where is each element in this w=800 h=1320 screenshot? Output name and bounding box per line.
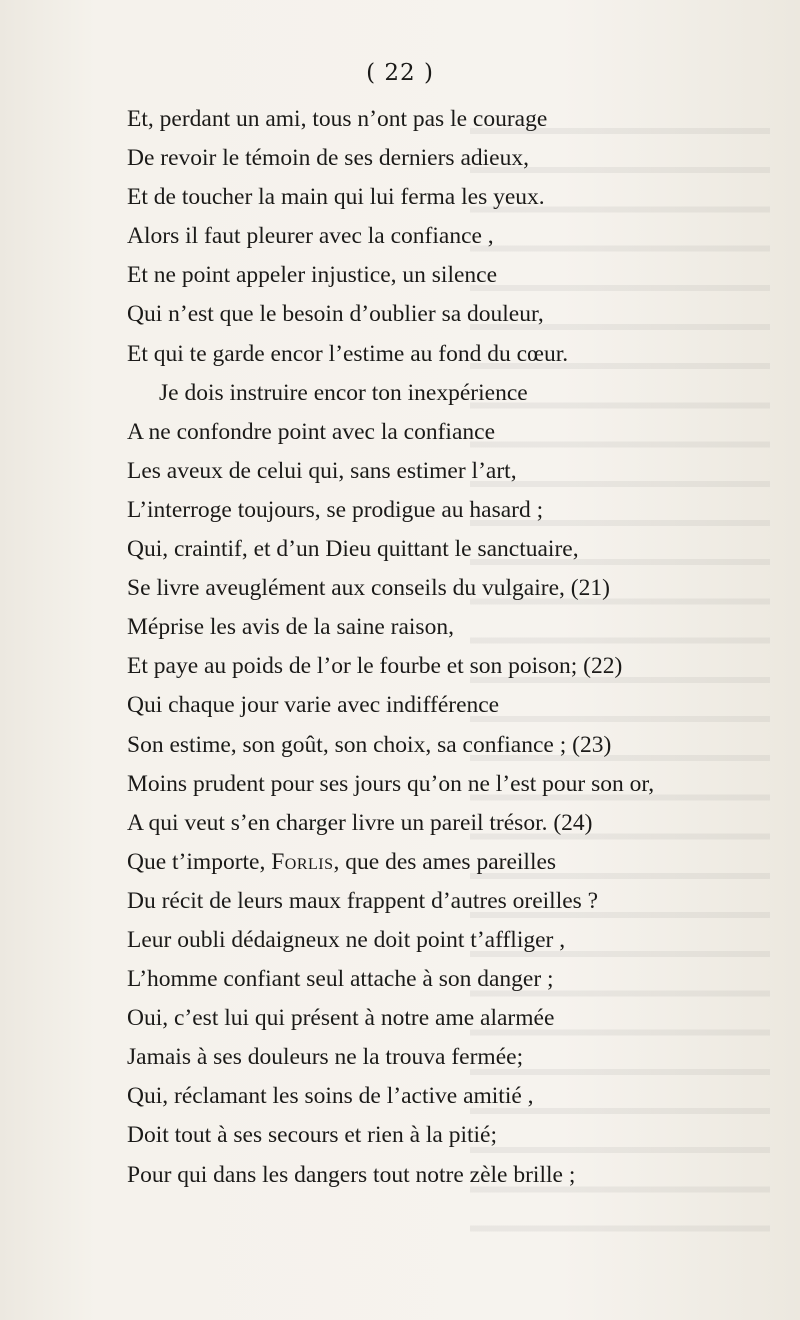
verse-line: Leur oubli dédaigneux ne doit point t’affliger , xyxy=(127,926,566,953)
verse-line: Méprise les avis de la saine raison, xyxy=(127,614,454,641)
verse-line: Doit tout à ses secours et rien à la pitié; xyxy=(127,1122,498,1149)
verse-line: Qui, réclamant les soins de l’active amitié , xyxy=(127,1083,534,1110)
verse-line: A ne confondre point avec la confiance xyxy=(127,418,496,445)
verse-line: Les aveux de celui qui, sans estimer l’art, xyxy=(127,457,517,484)
verse-line: Alors il faut pleurer avec la confiance , xyxy=(127,223,494,250)
verse-line: Qui, craintif, et d’un Dieu quittant le sanctuaire, xyxy=(127,536,579,563)
page-number: ( 22 ) xyxy=(366,60,434,86)
verse-line: Et paye au poids de l’or le fourbe et son poison; (22) xyxy=(127,653,623,680)
poem-text xyxy=(127,100,767,1195)
verse-line: Qui chaque jour varie avec indifférence xyxy=(127,692,500,719)
verse-line: De revoir le témoin de ses derniers adieux, xyxy=(127,145,529,172)
verse-line: Jamais à ses douleurs ne la trouva fermée; xyxy=(127,1044,524,1071)
verse-line: Que t’importe, Forlis, que des ames pareilles xyxy=(127,848,557,875)
verse-line: Et ne point appeler injustice, un silence xyxy=(127,262,498,289)
verse-line: Pour qui dans les dangers tout notre zèle brille ; xyxy=(127,1161,576,1188)
verse-line: Du récit de leurs maux frappent d’autres oreilles ? xyxy=(127,887,599,914)
verse-line: Et, perdant un ami, tous n’ont pas le courage xyxy=(127,106,548,132)
verse-line: A qui veut s’en charger livre un pareil trésor. (24) xyxy=(127,809,593,836)
verse-line: Son estime, son goût, son choix, sa confiance ; (23) xyxy=(127,731,612,758)
verse-line: L’homme confiant seul attache à son danger ; xyxy=(127,966,554,993)
verse-line: L’interroge toujours, se prodigue au hasard ; xyxy=(127,496,544,523)
verse-line: Moins prudent pour ses jours qu’on ne l’est pour son or, xyxy=(127,770,655,797)
name-small-caps: Forlis xyxy=(271,848,334,875)
verse-line: Je dois instruire encor ton inexpérience xyxy=(159,379,528,406)
verse-line: Et de toucher la main qui lui ferma les yeux. xyxy=(127,184,545,211)
verse-line: Oui, c’est lui qui présent à notre ame alarmée xyxy=(127,1005,555,1032)
verse-line: Et qui te garde encor l’estime au fond du cœur. xyxy=(127,340,569,367)
verse-line: Qui n’est que le besoin d’oublier sa douleur, xyxy=(127,301,544,328)
verse-line: Se livre aveuglément aux conseils du vulgaire, (21) xyxy=(127,575,610,602)
